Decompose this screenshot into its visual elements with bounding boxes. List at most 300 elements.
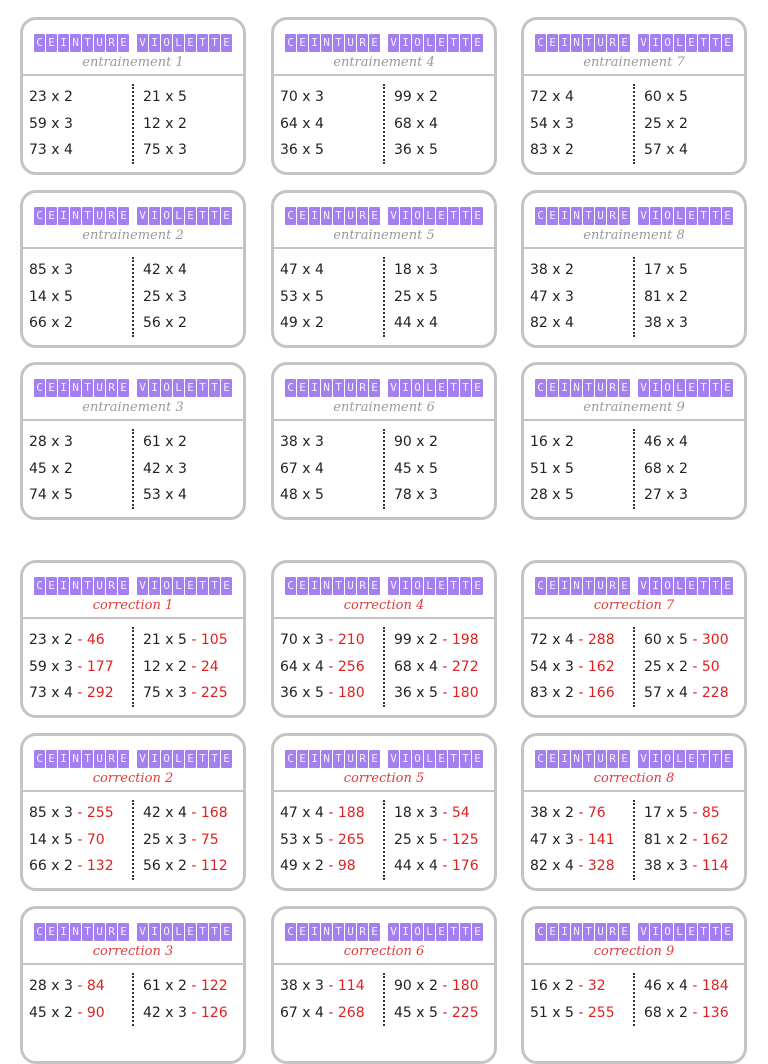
belt-title-word [388, 207, 483, 225]
exercise-item [280, 973, 383, 1000]
belt-letter-tile: C [285, 923, 296, 941]
belt-title [285, 379, 483, 397]
exercise-item [530, 853, 633, 880]
belt-letter-tile: I [650, 379, 661, 397]
belt-letter-tile: E [297, 750, 308, 768]
exercise-item: 42 x 3 [143, 460, 187, 477]
exercise-question: 99 x 2 [394, 632, 438, 648]
training-card [271, 362, 497, 520]
exercise-column-left [280, 84, 383, 164]
belt-letter-tile: T [460, 923, 471, 941]
exercise-item: 25 x 3 [143, 288, 187, 305]
belt-letter-tile: T [197, 34, 208, 52]
belt-banner [274, 193, 494, 225]
exercise-answer: 114 [337, 978, 365, 994]
exercise-question: 28 x 3 [29, 978, 73, 994]
belt-letter-tile: N [70, 207, 81, 225]
belt-letter-tile: L [424, 577, 435, 595]
exercise-answer: 268 [337, 1004, 365, 1021]
belt-letter-tile: I [400, 207, 411, 225]
belt-letter-tile: T [710, 379, 721, 397]
belt-letter-tile: I [309, 34, 320, 52]
belt-letter-tile: O [662, 750, 673, 768]
belt-title-word [285, 207, 380, 225]
belt-letter-tile: T [448, 34, 459, 52]
belt-letter-tile: I [58, 577, 69, 595]
exercise-answer: 32 [587, 978, 606, 994]
belt-letter-tile: R [607, 750, 618, 768]
card-subtitle: entrainement 4 [333, 55, 435, 70]
belt-letter-tile: L [173, 750, 184, 768]
answer-dash: - [323, 658, 338, 675]
exercise-grid [23, 619, 243, 707]
belt-title [34, 207, 232, 225]
belt-letter-tile: I [650, 750, 661, 768]
belt-title-word [638, 750, 733, 768]
exercise-answer: 75 [200, 831, 219, 848]
belt-title [535, 923, 733, 941]
exercise-item: 61 x 2 [143, 434, 187, 450]
exercise-item: 49 x 2 [280, 315, 324, 331]
belt-letter-tile: O [662, 923, 673, 941]
answer-dash: - [437, 1004, 452, 1021]
belt-title [34, 577, 232, 595]
exercise-item [143, 627, 228, 654]
belt-title-word [388, 923, 483, 941]
belt-letter-tile: I [559, 923, 570, 941]
exercise-question: 90 x 2 [394, 978, 438, 994]
belt-letter-tile: U [595, 207, 606, 225]
belt-letter-tile: I [559, 577, 570, 595]
answer-dash: - [437, 858, 452, 874]
exercise-item [644, 627, 729, 654]
belt-letter-tile: E [221, 207, 232, 225]
belt-letter-tile: V [137, 577, 148, 595]
belt-letter-tile: R [106, 923, 117, 941]
exercise-grid [524, 76, 744, 164]
answer-dash: - [72, 978, 87, 994]
belt-letter-tile: C [535, 379, 546, 397]
belt-letter-tile: E [297, 577, 308, 595]
belt-title [285, 923, 483, 941]
exercise-answer: 125 [451, 831, 479, 848]
belt-letter-tile: R [607, 207, 618, 225]
belt-letter-tile: N [571, 207, 582, 225]
belt-letter-tile: I [400, 379, 411, 397]
exercise-question: 83 x 2 [530, 685, 574, 701]
card-subtitle: entrainement 3 [82, 400, 184, 415]
belt-letter-tile: E [369, 207, 380, 225]
exercise-item [530, 1000, 633, 1027]
belt-letter-tile: C [535, 577, 546, 595]
belt-banner [524, 563, 744, 595]
answer-dash: - [573, 1004, 588, 1021]
training-card [521, 17, 747, 175]
belt-letter-tile: N [70, 923, 81, 941]
exercise-item: 45 x 2 [29, 460, 73, 477]
belt-letter-tile: N [571, 750, 582, 768]
belt-letter-tile: T [710, 750, 721, 768]
belt-title-word [34, 923, 129, 941]
belt-title-word [638, 34, 733, 52]
belt-title-word [34, 207, 129, 225]
exercise-column-left [530, 257, 633, 337]
belt-letter-tile: E [436, 577, 447, 595]
exercise-item: 67 x 4 [280, 460, 324, 477]
exercise-question: 38 x 3 [644, 858, 688, 874]
belt-letter-tile: E [46, 207, 57, 225]
belt-letter-tile: T [82, 577, 93, 595]
exercise-answer: 50 [701, 658, 720, 675]
answer-dash: - [687, 858, 702, 874]
answer-dash: - [72, 658, 87, 675]
belt-letter-tile: V [388, 34, 399, 52]
belt-letter-tile: E [686, 34, 697, 52]
exercise-column-right [633, 973, 729, 1026]
belt-letter-tile: I [58, 379, 69, 397]
belt-letter-tile: T [698, 207, 709, 225]
belt-letter-tile: C [285, 207, 296, 225]
exercise-question: 46 x 4 [644, 978, 688, 994]
belt-letter-tile: T [698, 750, 709, 768]
exercise-item: 36 x 5 [394, 142, 438, 158]
belt-letter-tile: N [321, 34, 332, 52]
belt-letter-tile: I [309, 750, 320, 768]
exercise-item: 82 x 4 [530, 315, 574, 331]
answer-dash: - [687, 978, 702, 994]
exercise-grid [524, 792, 744, 880]
exercise-question: 68 x 2 [644, 1004, 688, 1021]
correction-card [521, 560, 747, 718]
exercise-answer: 255 [86, 805, 114, 821]
belt-letter-tile: O [161, 577, 172, 595]
belt-letter-tile: E [436, 379, 447, 397]
belt-letter-tile: V [638, 34, 649, 52]
exercise-column-right [132, 627, 228, 707]
exercise-item [280, 680, 383, 707]
exercise-question: 70 x 3 [280, 632, 324, 648]
belt-letter-tile: E [297, 379, 308, 397]
training-card [20, 362, 246, 520]
belt-letter-tile: T [448, 577, 459, 595]
exercise-item: 70 x 3 [280, 89, 324, 105]
exercise-column-right [383, 973, 479, 1026]
exercise-item [29, 827, 132, 854]
belt-letter-tile: V [638, 923, 649, 941]
belt-letter-tile: T [333, 750, 344, 768]
exercise-item: 28 x 3 [29, 434, 73, 450]
exercise-item: 47 x 4 [280, 262, 324, 278]
answer-dash: - [72, 1004, 87, 1021]
exercise-item: 42 x 4 [143, 262, 187, 278]
answer-dash: - [687, 685, 702, 701]
belt-title-word [535, 207, 630, 225]
exercise-answer: 90 [86, 1004, 105, 1021]
belt-letter-tile: T [460, 34, 471, 52]
belt-banner [274, 563, 494, 595]
exercise-grid [524, 249, 744, 337]
answer-dash: - [323, 685, 338, 701]
exercise-grid [274, 619, 494, 707]
belt-letter-tile: L [674, 577, 685, 595]
belt-letter-tile: U [94, 34, 105, 52]
belt-letter-tile: T [209, 923, 220, 941]
belt-letter-tile: L [173, 207, 184, 225]
belt-letter-tile: E [185, 750, 196, 768]
exercise-item: 18 x 3 [394, 262, 438, 278]
belt-letter-tile: N [70, 34, 81, 52]
exercise-item: 64 x 4 [280, 115, 324, 132]
belt-letter-tile: E [547, 750, 558, 768]
belt-letter-tile: R [106, 379, 117, 397]
answer-dash: - [323, 632, 338, 648]
exercise-answer: 210 [337, 632, 365, 648]
exercise-question: 85 x 3 [29, 805, 73, 821]
exercise-grid [274, 76, 494, 164]
card-subtitle: correction 7 [593, 598, 675, 613]
belt-letter-tile: I [149, 923, 160, 941]
belt-title [34, 34, 232, 52]
exercise-answer: 288 [587, 632, 615, 648]
exercise-answer: 162 [587, 658, 615, 675]
exercise-item [29, 627, 132, 654]
belt-letter-tile: E [369, 577, 380, 595]
belt-letter-tile: T [698, 923, 709, 941]
correction-card [271, 733, 497, 891]
exercise-item [394, 680, 479, 707]
exercise-column-left [530, 627, 633, 707]
exercise-item: 75 x 3 [143, 142, 187, 158]
exercise-item [644, 827, 729, 854]
exercise-column-left [280, 627, 383, 707]
belt-letter-tile: N [70, 379, 81, 397]
answer-dash: - [573, 831, 588, 848]
exercise-item: 27 x 3 [644, 487, 688, 503]
exercise-grid [274, 792, 494, 880]
belt-letter-tile: E [185, 923, 196, 941]
belt-letter-tile: T [583, 379, 594, 397]
card-subtitle: correction 9 [593, 944, 675, 959]
belt-letter-tile: L [674, 923, 685, 941]
belt-letter-tile: V [137, 207, 148, 225]
exercise-item [280, 800, 383, 827]
belt-letter-tile: T [583, 207, 594, 225]
answer-dash: - [323, 831, 338, 848]
exercise-question: 51 x 5 [530, 1004, 574, 1021]
answer-dash: - [573, 805, 588, 821]
exercise-item: 85 x 3 [29, 262, 73, 278]
belt-title-word [285, 577, 380, 595]
exercise-item: 68 x 4 [394, 115, 438, 132]
belt-banner [274, 365, 494, 397]
belt-letter-tile: O [662, 577, 673, 595]
exercise-item [394, 1000, 479, 1027]
training-card [521, 362, 747, 520]
belt-title [34, 750, 232, 768]
exercise-item: 78 x 3 [394, 487, 438, 503]
belt-title-word [535, 379, 630, 397]
exercise-item [143, 680, 228, 707]
belt-letter-tile: L [173, 577, 184, 595]
belt-letter-tile: T [460, 577, 471, 595]
belt-title [535, 379, 733, 397]
belt-letter-tile: L [674, 750, 685, 768]
training-card [271, 190, 497, 348]
belt-letter-tile: E [472, 923, 483, 941]
belt-letter-tile: V [638, 577, 649, 595]
exercise-item [143, 800, 228, 827]
exercise-column-left [280, 429, 383, 509]
belt-letter-tile: R [357, 379, 368, 397]
answer-dash: - [186, 658, 201, 675]
belt-letter-tile: U [94, 750, 105, 768]
belt-letter-tile: L [424, 379, 435, 397]
belt-letter-tile: I [650, 923, 661, 941]
exercise-item [530, 680, 633, 707]
training-card [521, 190, 747, 348]
exercise-answer: 46 [86, 632, 105, 648]
belt-title-word [34, 379, 129, 397]
exercise-item [394, 973, 479, 1000]
belt-letter-tile: E [118, 923, 129, 941]
exercise-answer: 114 [701, 858, 729, 874]
exercise-item [143, 973, 228, 1000]
belt-letter-tile: T [448, 207, 459, 225]
exercise-item: 38 x 3 [280, 434, 324, 450]
belt-letter-tile: E [436, 750, 447, 768]
belt-letter-tile: R [106, 207, 117, 225]
belt-title-word [535, 34, 630, 52]
belt-title-word [535, 750, 630, 768]
belt-title-word [388, 750, 483, 768]
belt-banner [524, 736, 744, 768]
belt-letter-tile: U [94, 379, 105, 397]
answer-dash: - [72, 805, 87, 821]
belt-letter-tile: E [547, 379, 558, 397]
exercise-item [530, 973, 633, 1000]
card-subtitle: entrainement 1 [82, 55, 184, 70]
answer-dash: - [323, 978, 338, 994]
answer-dash: - [687, 1004, 702, 1021]
belt-banner [274, 736, 494, 768]
belt-letter-tile: E [619, 577, 630, 595]
exercise-column-left [280, 973, 383, 1026]
exercise-answer: 176 [451, 858, 479, 874]
belt-letter-tile: U [345, 207, 356, 225]
belt-banner [524, 193, 744, 225]
belt-letter-tile: T [197, 379, 208, 397]
exercise-item [29, 654, 132, 681]
answer-dash: - [437, 978, 452, 994]
belt-letter-tile: C [285, 577, 296, 595]
exercise-answer: 177 [86, 658, 114, 675]
exercise-grid [274, 965, 494, 1026]
belt-letter-tile: I [149, 577, 160, 595]
belt-letter-tile: E [547, 34, 558, 52]
exercise-column-right [132, 84, 187, 164]
exercise-answer: 228 [701, 685, 729, 701]
exercise-answer: 126 [200, 1004, 228, 1021]
belt-letter-tile: N [70, 750, 81, 768]
belt-banner [274, 20, 494, 52]
belt-letter-tile: T [583, 750, 594, 768]
exercise-item: 72 x 4 [530, 89, 574, 105]
belt-letter-tile: C [535, 923, 546, 941]
belt-letter-tile: E [619, 207, 630, 225]
exercise-answer: 225 [451, 1004, 479, 1021]
belt-letter-tile: U [345, 750, 356, 768]
belt-letter-tile: E [472, 379, 483, 397]
belt-letter-tile: N [321, 923, 332, 941]
belt-letter-tile: O [412, 207, 423, 225]
belt-letter-tile: E [369, 34, 380, 52]
belt-letter-tile: T [448, 923, 459, 941]
belt-letter-tile: C [34, 750, 45, 768]
exercise-column-right [383, 257, 438, 337]
exercise-question: 25 x 3 [143, 831, 187, 848]
exercise-grid [23, 965, 243, 1026]
card-subtitle: entrainement 9 [583, 400, 685, 415]
belt-title [285, 207, 483, 225]
exercise-answer: 272 [451, 658, 479, 675]
exercise-item [280, 654, 383, 681]
belt-title-word [388, 34, 483, 52]
exercise-item: 53 x 4 [143, 487, 187, 503]
exercise-item [644, 680, 729, 707]
exercise-item [530, 627, 633, 654]
belt-letter-tile: E [118, 379, 129, 397]
card-subtitle: correction 2 [92, 771, 174, 786]
exercise-question: 73 x 4 [29, 685, 73, 701]
exercise-question: 44 x 4 [394, 858, 438, 874]
belt-letter-tile: E [722, 577, 733, 595]
exercise-answer: 112 [200, 858, 228, 874]
answer-dash: - [72, 831, 87, 848]
exercise-column-left [29, 84, 132, 164]
belt-letter-tile: O [161, 750, 172, 768]
exercise-item [644, 853, 729, 880]
exercise-question: 67 x 4 [280, 1004, 324, 1021]
belt-title [535, 207, 733, 225]
belt-letter-tile: N [321, 207, 332, 225]
exercise-answer: 180 [451, 685, 479, 701]
belt-letter-tile: U [345, 577, 356, 595]
belt-letter-tile: E [472, 207, 483, 225]
belt-banner [23, 909, 243, 941]
belt-letter-tile: R [607, 379, 618, 397]
exercise-question: 17 x 5 [644, 805, 688, 821]
answer-dash: - [186, 685, 201, 701]
exercise-grid [274, 421, 494, 509]
exercise-item [394, 827, 479, 854]
belt-letter-tile: R [607, 923, 618, 941]
belt-letter-tile: E [686, 923, 697, 941]
exercise-column-right [132, 800, 228, 880]
belt-banner [524, 365, 744, 397]
belt-letter-tile: E [369, 750, 380, 768]
belt-letter-tile: T [333, 379, 344, 397]
belt-letter-tile: V [388, 379, 399, 397]
belt-letter-tile: E [297, 34, 308, 52]
belt-title [34, 923, 232, 941]
exercise-item [394, 627, 479, 654]
exercise-item [530, 800, 633, 827]
answer-dash: - [687, 658, 702, 675]
exercise-item: 14 x 5 [29, 288, 73, 305]
belt-letter-tile: O [161, 34, 172, 52]
exercise-item: 66 x 2 [29, 315, 73, 331]
exercise-answer: 122 [200, 978, 228, 994]
